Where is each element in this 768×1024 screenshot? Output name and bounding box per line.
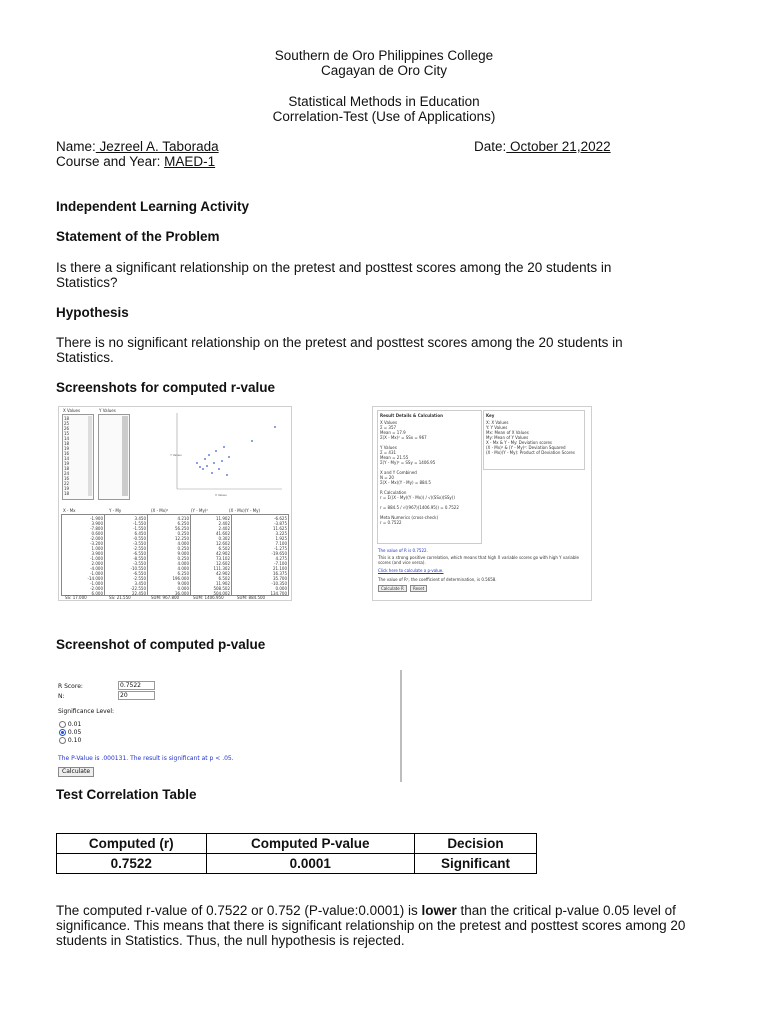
details-line: r = Σ((X - My)(Y - Mx)) / √((SSx)(SSy)) bbox=[380, 495, 455, 500]
option-010-label: 0.10 bbox=[67, 737, 82, 744]
key-line: X: X Values bbox=[486, 420, 509, 425]
city-name: Cagayan de Oro City bbox=[320, 63, 448, 78]
details-title: Result Details & Calculation bbox=[380, 413, 443, 418]
r-score-label: R Score: bbox=[58, 683, 83, 690]
key-panel bbox=[483, 410, 585, 470]
radio-icon[interactable] bbox=[59, 721, 66, 728]
college-name: Southern de Oro Philippines College bbox=[274, 48, 494, 63]
correlation-table bbox=[56, 833, 537, 874]
cell-r: 0.7522 bbox=[57, 854, 207, 874]
x-values-box[interactable] bbox=[62, 414, 94, 500]
details-panel bbox=[377, 410, 482, 544]
details-line: r = 0.7522 bbox=[380, 520, 402, 525]
sum-2: SS: 21.550 bbox=[109, 595, 131, 600]
course-value: MAED-1 bbox=[164, 154, 216, 169]
key-line: My: Mean of Y Values bbox=[486, 435, 529, 440]
col-header-1: X - Mx bbox=[63, 508, 76, 513]
option-001-label: 0.01 bbox=[67, 721, 82, 728]
date-value: October 21,2022 bbox=[506, 139, 611, 154]
details-line: r = 884.5 / √((967)(1406.95)) = 0.7522 bbox=[380, 505, 459, 510]
course-line bbox=[56, 154, 215, 169]
topic-title: Correlation-Test (Use of Applications) bbox=[272, 109, 496, 124]
calculate-r-button[interactable]: Calculate R bbox=[378, 585, 407, 592]
details-line: Σ(Y - My)² = SSy = 1406.95 bbox=[380, 460, 436, 465]
conclusion-part2: than the critical p-value 0.05 level of significance. This means that there is significant relationship on the pretest and posttest scores among 20 students in Statistics. Thus, the null hypothesis is rejected. bbox=[56, 903, 690, 948]
squared-x-table: 4.210 6.250 56.250 0.250 12.250 4.000 0.250 9.000 0.250 4.000 4.000 6.250 196.000 9.000 0.000 36.000 bbox=[147, 514, 191, 596]
hypothesis-text-line1: There is no significant relationship on the pretest and posttest scores among the 20 students in bbox=[56, 335, 623, 350]
r-score-input[interactable]: 0.7522 bbox=[118, 681, 155, 690]
product-table: -6.625 -3.875 11.625 3.225 1.925 7.100 -1.275 -19.650 4.275 -7.100 21.100 16.375 35.700 -10.350 0.000 134.700 bbox=[231, 514, 289, 596]
pvalue-result: The P-Value is .000131. The result is significant at p < .05. bbox=[58, 755, 234, 762]
r-result-value: The value of R is 0.7522. bbox=[378, 548, 428, 553]
course-label: Course and Year: bbox=[56, 154, 165, 169]
details-line: Σ(X - Mx)² = SSx = 967 bbox=[380, 435, 427, 440]
col-header-4: (Y - My)² bbox=[191, 508, 208, 513]
table-heading: Test Correlation Table bbox=[56, 787, 197, 802]
y-values-box[interactable] bbox=[98, 414, 130, 500]
col-header-5: (X - Mx)(Y - My) bbox=[229, 508, 261, 513]
table-row bbox=[57, 854, 537, 874]
scatter-y-axis-label: Y Values bbox=[170, 453, 182, 457]
y-scrollbar[interactable] bbox=[122, 416, 128, 496]
details-line: R Calculation bbox=[380, 490, 407, 495]
details-line: Σ(X - Mx)(Y - My) = 884.5 bbox=[380, 480, 431, 485]
name-value: Jezreel A. Taborada bbox=[95, 139, 219, 154]
y-values-label: Y Values bbox=[99, 408, 116, 413]
header-computed-r: Computed (r) bbox=[57, 834, 207, 854]
activity-heading: Independent Learning Activity bbox=[56, 199, 250, 214]
x-values-label: X Values bbox=[63, 408, 81, 413]
details-line: N = 20 bbox=[380, 475, 394, 480]
option-010[interactable] bbox=[59, 737, 81, 744]
conclusion-part1: The computed r-value of 0.7522 or 0.752 (P-value:0.0001) is bbox=[56, 903, 422, 918]
n-input[interactable]: 20 bbox=[118, 691, 155, 700]
cell-p: 0.0001 bbox=[206, 854, 414, 874]
scatter-x-axis-label: X Values bbox=[215, 493, 227, 497]
key-lines bbox=[484, 420, 584, 455]
header-decision: Decision bbox=[414, 834, 536, 854]
n-label: N: bbox=[58, 693, 65, 700]
r2-text: The value of R², the coefficient of determination, is 0.5658. bbox=[378, 577, 497, 582]
key-line: Mx: Mean of X Values bbox=[486, 430, 529, 435]
problem-text-line2: Statistics? bbox=[56, 275, 118, 290]
details-line: Mean = 21.55 bbox=[380, 455, 409, 460]
details-line: Σ = 431 bbox=[380, 450, 397, 455]
option-005-label: 0.05 bbox=[67, 729, 82, 736]
r-result-desc: This is a strong positive correlation, which means that high X variable scores go with high Y variable scores (and vice versa). bbox=[378, 555, 579, 565]
hypothesis-text-line2: Statistics. bbox=[56, 350, 114, 365]
col-header-2: Y - My bbox=[109, 508, 122, 513]
name-label: Name: bbox=[56, 139, 96, 154]
subject-title: Statistical Methods in Education bbox=[288, 94, 480, 109]
details-line: Meta Numerics (cross-check) bbox=[380, 515, 439, 520]
problem-heading: Statement of the Problem bbox=[56, 229, 220, 244]
conclusion-paragraph bbox=[56, 903, 706, 948]
option-005[interactable] bbox=[59, 729, 81, 736]
pvalue-link[interactable]: Click here to calculate a p-value. bbox=[378, 568, 444, 573]
details-lines bbox=[378, 420, 481, 525]
conclusion-bold: lower bbox=[421, 903, 457, 918]
date-label: Date: bbox=[474, 139, 507, 154]
option-001[interactable] bbox=[59, 721, 81, 728]
deviation-y-table: 3.450 -1.550 -1.550 6.450 -0.550 -3.550 -2.550 -6.550 -8.550 -3.550 -10.550 -6.550 -2.550 3.450 -22.550 22.450 bbox=[104, 514, 148, 596]
rvalue-heading: Screenshots for computed r-value bbox=[56, 380, 276, 395]
details-line: Mean = 17.9 bbox=[380, 430, 406, 435]
details-line: X Values bbox=[380, 420, 398, 425]
name-line bbox=[56, 139, 219, 154]
header-computed-p: Computed P-value bbox=[206, 834, 414, 854]
details-line: Y Values bbox=[380, 445, 397, 450]
cell-decision: Significant bbox=[414, 854, 536, 874]
details-line: Σ = 357 bbox=[380, 425, 397, 430]
rvalue-data-screenshot bbox=[58, 406, 292, 601]
x-values-list: 18 25 26 15 14 18 19 16 14 19 18 24 16 22 19 18 bbox=[64, 416, 70, 496]
deviation-x-table: -1.900 3.900 -7.800 0.600 -2.000 -3.200 1.000 3.900 -1.000 2.000 -4.000 -1.000 -14.000 -1.000 -2.000 6.000 bbox=[61, 514, 105, 596]
table-header-row bbox=[57, 834, 537, 854]
key-title: Key bbox=[486, 413, 495, 418]
details-line: X and Y Combined bbox=[380, 470, 417, 475]
scatter-points bbox=[196, 426, 276, 476]
significance-label: Significance Level: bbox=[58, 708, 115, 715]
key-line: Y: Y Values bbox=[486, 425, 508, 430]
date-line bbox=[474, 139, 611, 154]
squared-y-table: 11.902 2.402 2.402 41.602 0.302 12.602 6.502 42.902 73.102 12.602 111.302 42.902 6.502 11.902 508.502 504.002 bbox=[190, 514, 232, 596]
sum-3: SUM: 967.800 bbox=[151, 595, 180, 600]
divider bbox=[400, 670, 402, 782]
pvalue-screenshot bbox=[58, 672, 408, 784]
radio-icon[interactable] bbox=[59, 737, 66, 744]
hypothesis-heading: Hypothesis bbox=[56, 305, 129, 320]
key-line: (X - Mx)² & (Y - My)²: Deviation Squared bbox=[486, 445, 566, 450]
sum-5: SUM: 884.500 bbox=[237, 595, 266, 600]
calculate-button[interactable]: Calculate bbox=[58, 767, 94, 777]
pvalue-heading: Screenshot of computed p-value bbox=[56, 637, 266, 652]
problem-text-line1: Is there a significant relationship on the pretest and posttest scores among the 20 students in bbox=[56, 260, 612, 275]
key-line: (X - Mx)(Y - My): Product of Deviation Scores bbox=[486, 450, 575, 455]
rvalue-details-screenshot bbox=[372, 406, 592, 601]
sum-1: SS: 17.000 bbox=[65, 595, 87, 600]
sum-4: SUM: 1406.950 bbox=[193, 595, 224, 600]
scatter-plot bbox=[167, 411, 285, 501]
key-line: X - Mx & Y - My: Deviation scores bbox=[486, 440, 553, 445]
reset-button[interactable]: Reset bbox=[410, 585, 427, 592]
col-header-3: (X - Mx)² bbox=[151, 508, 169, 513]
x-scrollbar[interactable] bbox=[88, 416, 92, 496]
radio-selected-icon[interactable] bbox=[59, 729, 66, 736]
